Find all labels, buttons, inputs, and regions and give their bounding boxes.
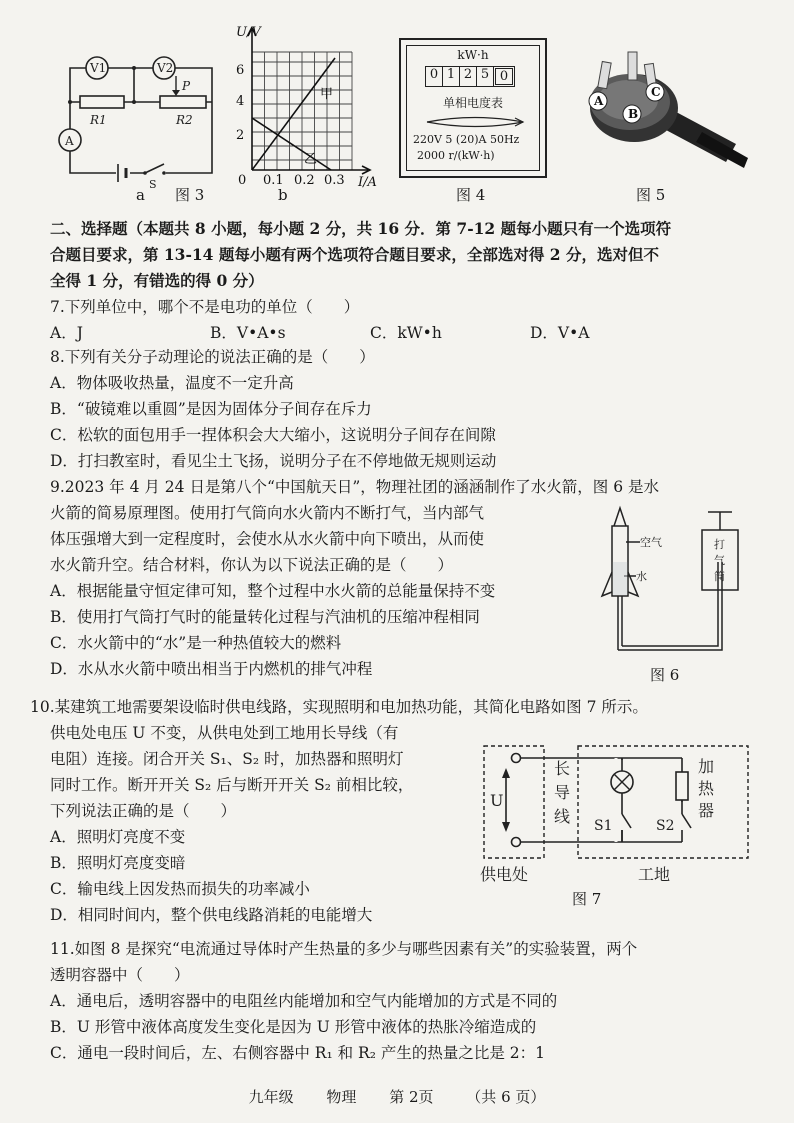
q9-option-b: B．使用打气筒打气时的能量转化过程与汽油机的压缩冲程相同 [50, 608, 480, 626]
pump-char-2: 气 [714, 554, 725, 567]
meter-digit-2: 1 [443, 67, 460, 86]
p-label: P [182, 79, 191, 93]
heater-char-3: 器 [698, 801, 715, 820]
q9-option-c: C．水火箭中的“水”是一种热值较大的燃料 [50, 634, 342, 652]
q7-option-b: B．V•A•s [210, 324, 286, 342]
q11-option-c: C．通电一段时间后，左、右侧容器中 R₁ 和 R₂ 产生的热量之比是 2：1 [50, 1044, 545, 1062]
figure-6-water-rocket [590, 502, 770, 664]
figure-7-supply-circuit [476, 738, 756, 888]
q8-option-d: D．打扫教室时，看见尘土飞扬，说明分子在不停地做无规则运动 [50, 452, 497, 470]
figure-3a-circuit [52, 40, 222, 190]
y-tick-2: 2 [236, 128, 245, 143]
footer-grade: 九年级 [248, 1088, 294, 1106]
y-tick-4: 4 [236, 94, 245, 109]
q7-option-c: C．kW•h [370, 324, 442, 342]
r1-label: R1 [90, 113, 107, 127]
q10-option-d: D．相同时间内，整个供电线路消耗的电能增大 [50, 906, 373, 924]
v2-label: V2 [157, 61, 174, 75]
heater-char-2: 热 [698, 779, 715, 798]
page-footer [0, 1086, 794, 1107]
q11-stem-line2: 透明容器中（ ） [50, 966, 190, 984]
r2-label: R2 [176, 113, 193, 127]
s1-label: S1 [594, 818, 613, 834]
q11-stem-line1: 11.如图 8 是探究“电流通过导体时产生热量的多少与哪些因素有关”的实验装置，两个 [50, 940, 638, 958]
meter-unit: kW·h [457, 48, 489, 62]
ammeter-label: A [65, 134, 74, 148]
meter-disk-icon [423, 113, 527, 131]
q9-stem-line3: 体压强增大到一定程度时，会使水从水火箭中向下喷出，从而使 [50, 530, 485, 548]
q10-stem-line2: 供电处电压 U 不变，从供电处到工地用长导线（有 [50, 724, 399, 742]
q11-option-b: B．U 形管中液体高度发生变化是因为 U 形管中液体的热胀冷缩造成的 [50, 1018, 537, 1036]
line-yi-label: 乙 [304, 152, 318, 167]
meter-digit-3: 2 [460, 67, 477, 86]
s2-label: S2 [656, 818, 675, 834]
fig5-caption: 图 5 [636, 186, 666, 204]
y-axis-label: U/V [236, 25, 261, 40]
heater-char-1: 加 [698, 757, 715, 776]
fig4-caption: 图 4 [456, 186, 486, 204]
q7-option-a: A．J [50, 324, 83, 342]
question-7 [50, 294, 766, 346]
wire-char-2: 导 [554, 783, 571, 802]
fig7-caption: 图 7 [572, 890, 602, 908]
line-jia-label: 甲 [320, 87, 334, 102]
meter-digit-4: 5 [477, 67, 494, 86]
fig3-caption: 图 3 [175, 186, 205, 204]
q11-option-a: A．通电后，透明容器中的电阻丝内能增加和空气内能增加的方式是不同的 [50, 992, 558, 1010]
q10-stem-line3: 电阻）连接。闭合开关 S₁、S₂ 时，加热器和照明灯 [50, 750, 404, 768]
wire-char-1: 长 [554, 759, 571, 778]
x-tick-0.1: 0.1 [263, 173, 284, 188]
q9-stem-line1: 9.2023 年 4 月 24 日是第八个“中国航天日”，物理社团的涵涵制作了水火箭，图 6 是水 [50, 478, 660, 496]
fig3b-sublabel: b [278, 186, 288, 204]
q8-stem: 8.下列有关分子动理论的说法正确的是（ ） [50, 348, 375, 366]
x-tick-0: 0 [238, 173, 247, 188]
plug-label-a: A [594, 94, 604, 108]
meter-name: 单相电度表 [442, 96, 503, 110]
q10-option-b: B．照明灯亮度变暗 [50, 854, 186, 872]
source-label: 供电处 [480, 865, 529, 884]
x-tick-0.3: 0.3 [324, 173, 345, 188]
q8-option-b: B．“破镜难以重圆”是因为固体分子间存在斥力 [50, 400, 372, 418]
meter-digit-1: 0 [426, 67, 443, 86]
q10-stem-line1: 10.某建筑工地需要架设临时供电线路，实现照明和电加热功能，其简化电路如图 7 所示。 [30, 698, 648, 716]
figure-3b-graph [228, 22, 388, 188]
q10-option-c: C．输电线上因发热而损失的功率减小 [50, 880, 310, 898]
v1-label: V1 [90, 61, 107, 75]
site-label: 工地 [638, 865, 671, 884]
q10-stem-line5: 下列说法正确的是（ ） [50, 802, 237, 820]
footer-total: （共 6 页） [466, 1088, 546, 1106]
meter-rate: 2000 r/(kW·h) [417, 149, 495, 162]
plug-label-b: B [628, 107, 639, 121]
question-11 [50, 936, 766, 1066]
q7-stem: 7.下列单位中，哪个不是电功的单位（ ） [50, 298, 360, 316]
plug-label-c: C [651, 85, 661, 99]
q10-stem-line4: 同时工作。断开开关 S₂ 后与断开开关 S₂ 前相比较， [50, 776, 414, 794]
q7-option-d: D．V•A [530, 324, 590, 342]
x-axis-label: I/A [358, 175, 377, 188]
question-8 [50, 344, 766, 474]
q9-option-a: A．根据能量守恒定律可知，整个过程中水火箭的总能量保持不变 [50, 582, 496, 600]
voltage-u-label: U [490, 791, 504, 810]
q8-option-a: A．物体吸收热量，温度不一定升高 [50, 374, 294, 392]
q10-option-a: A．照明灯亮度不变 [50, 828, 186, 846]
section2-heading-line1: 二、选择题（本题共 8 小题，每小题 2 分，共 16 分．第 7-12 题每小题只有一个选项符 [50, 219, 672, 238]
switch-label: S [149, 178, 157, 190]
section2-heading-line3: 全得 1 分，有错选的得 0 分） [50, 271, 264, 290]
q9-stem-line4: 水火箭升空。结合材料，你认为以下说法正确的是（ ） [50, 556, 454, 574]
y-tick-6: 6 [236, 63, 245, 78]
footer-page: 第 2页 [389, 1088, 434, 1106]
footer-subject: 物理 [326, 1088, 357, 1106]
meter-spec: 220V 5 (20)A 50Hz [413, 133, 520, 146]
x-tick-0.2: 0.2 [294, 173, 315, 188]
pump-char-1: 打 [714, 538, 725, 551]
meter-digit-5: 0 [495, 68, 513, 85]
wire-char-3: 线 [554, 807, 571, 826]
air-label: 空气 [640, 536, 662, 549]
pump-char-3: 筒 [714, 570, 725, 583]
fig3a-sublabel: a [136, 186, 145, 204]
q9-stem-line2: 火箭的简易原理图。使用打气筒向水火箭内不断打气，当内部气 [50, 504, 485, 522]
water-label: 水 [636, 570, 647, 583]
fig6-caption: 图 6 [650, 666, 680, 684]
q9-option-d: D．水从水火箭中喷出相当于内燃机的排气冲程 [50, 660, 373, 678]
section2-heading-line2: 合题目要求，第 13-14 题每小题有两个选项符合题目要求，全部选对得 2 分，选对但不 [50, 245, 659, 264]
figure-4-meter [399, 38, 547, 178]
q8-option-c: C．松软的面包用手一捏体积会大大缩小，这说明分子间存在间隙 [50, 426, 496, 444]
figure-5-plug-photo [576, 44, 752, 184]
